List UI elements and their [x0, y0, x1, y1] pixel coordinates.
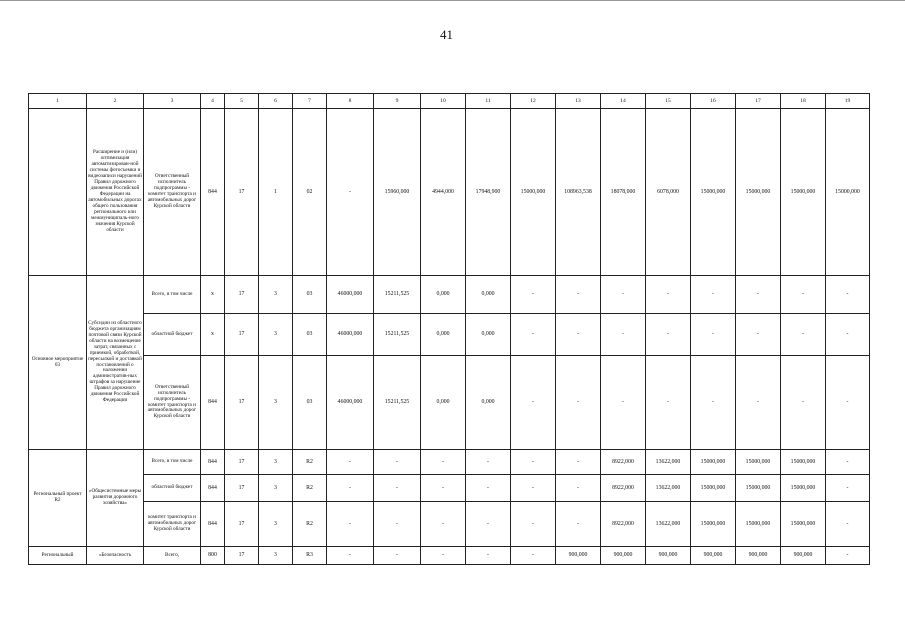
table-cell: 03 — [293, 276, 327, 314]
table-cell: 18078,000 — [601, 109, 646, 276]
table-cell: 17 — [225, 450, 259, 475]
table-cell: 900,000 — [646, 547, 691, 565]
table-cell: 46000,000 — [327, 314, 374, 356]
table-cell: - — [327, 475, 374, 502]
table-cell: 17 — [225, 356, 259, 450]
table-cell: 844 — [201, 475, 225, 502]
table-cell: 3 — [259, 450, 293, 475]
table-row — [29, 502, 870, 547]
header-cell: 4 — [201, 94, 225, 109]
table-cell: 17 — [225, 109, 259, 276]
funding-source-cell: Всего, — [144, 547, 201, 565]
table-row — [29, 547, 870, 565]
table-cell: 15000,000 — [781, 109, 826, 276]
table-cell: 8922,000 — [601, 450, 646, 475]
executor-cell: комитет транспорта и автомобильных дорог Курской области — [144, 502, 201, 547]
table-cell: - — [556, 276, 601, 314]
page-number: 41 — [440, 27, 453, 42]
table-cell: - — [601, 314, 646, 356]
table-cell: 03 — [293, 314, 327, 356]
table-cell: 15000,000 — [781, 502, 826, 547]
header-cell: 11 — [466, 94, 511, 109]
table-cell: - — [826, 475, 870, 502]
table-cell: - — [374, 502, 421, 547]
header-cell: 18 — [781, 94, 826, 109]
table-cell: 13622,000 — [646, 502, 691, 547]
table-cell: 844 — [201, 502, 225, 547]
table-cell: 03 — [293, 356, 327, 450]
table-cell: - — [374, 450, 421, 475]
table-cell: - — [511, 450, 556, 475]
table-cell: - — [466, 475, 511, 502]
funding-source-cell: Всего, в том числе — [144, 450, 201, 475]
table-cell: 8922,000 — [601, 502, 646, 547]
table-cell: - — [511, 475, 556, 502]
table-cell: - — [421, 475, 466, 502]
table-cell: 0,000 — [466, 276, 511, 314]
table-cell: 900,000 — [736, 547, 781, 565]
table-cell: - — [556, 475, 601, 502]
column-number-row — [29, 94, 870, 109]
header-cell: 14 — [601, 94, 646, 109]
table-cell: 15000,000 — [691, 475, 736, 502]
funding-source-cell: областной бюджет — [144, 314, 201, 356]
table-cell: - — [511, 314, 556, 356]
table-cell — [29, 109, 87, 276]
table-cell: - — [736, 276, 781, 314]
table-cell: - — [374, 475, 421, 502]
table-cell: - — [466, 502, 511, 547]
table-cell: 15960,000 — [374, 109, 421, 276]
header-cell: 7 — [293, 94, 327, 109]
table-cell: 17 — [225, 475, 259, 502]
table-cell: - — [781, 314, 826, 356]
table-cell: 15000,000 — [736, 450, 781, 475]
table-cell: R3 — [293, 547, 327, 565]
table-cell: 15000,000 — [781, 475, 826, 502]
table-row — [29, 356, 870, 450]
table-row — [29, 450, 870, 475]
table-cell: 0,000 — [421, 314, 466, 356]
table-cell: 0,000 — [466, 314, 511, 356]
header-cell: 19 — [826, 94, 870, 109]
table-cell: 1 — [259, 109, 293, 276]
header-cell: 17 — [736, 94, 781, 109]
table-cell: - — [327, 547, 374, 565]
table-cell: 15000,000 — [736, 109, 781, 276]
table-cell: 844 — [201, 109, 225, 276]
event-description: Расширение и (или) оптимизация автоматизирован-ной системы фотосъемки и видеозаписи нарушений Правил дорожного движения Российской Федерации на автомобильных дорогах общего пользования регионального или межмуниципаль-ного значения Курской области — [87, 109, 144, 276]
table-cell: - — [646, 314, 691, 356]
table-cell: 0,000 — [466, 356, 511, 450]
header-cell: 8 — [327, 94, 374, 109]
table-cell: - — [646, 356, 691, 450]
table-cell: - — [511, 276, 556, 314]
table-cell: - — [736, 314, 781, 356]
executor-cell: Ответственный исполнитель подпрограммы - комитет транспорта и автомобильных дорог Курской области — [144, 356, 201, 450]
table-cell: - — [421, 547, 466, 565]
header-cell: 1 — [29, 94, 87, 109]
event-description: Субсидии из областного бюджета организациям почтовой связи Курской области на возмещение затрат, связанных с приемкой, обработкой, пересылкой и доставкой постановлений о наложении административ-ных штрафов за нарушение Правил дорожного движения Российской Федерации — [87, 276, 144, 450]
table-cell: - — [646, 276, 691, 314]
table-cell: - — [556, 450, 601, 475]
table-cell: - — [691, 356, 736, 450]
table-cell: 3 — [259, 276, 293, 314]
table-cell: - — [466, 547, 511, 565]
table-cell: 844 — [201, 450, 225, 475]
header-cell: 5 — [225, 94, 259, 109]
table-cell: - — [374, 547, 421, 565]
table-cell: 46000,000 — [327, 276, 374, 314]
table-cell: 3 — [259, 356, 293, 450]
table-cell: R2 — [293, 450, 327, 475]
table-cell: - — [511, 502, 556, 547]
table-cell: - — [466, 450, 511, 475]
table-cell: - — [826, 314, 870, 356]
table-cell: 15000,000 — [736, 475, 781, 502]
table-cell: - — [826, 450, 870, 475]
table-cell: - — [327, 109, 374, 276]
table-cell: 02 — [293, 109, 327, 276]
header-cell: 12 — [511, 94, 556, 109]
table-cell: - — [781, 276, 826, 314]
table-cell: 15211,525 — [374, 356, 421, 450]
table-cell: 15000,000 — [736, 502, 781, 547]
table-cell: 8922,000 — [601, 475, 646, 502]
header-cell: 6 — [259, 94, 293, 109]
table-cell: 15000,000 — [691, 450, 736, 475]
table-cell: - — [421, 502, 466, 547]
table-cell: 6078,000 — [646, 109, 691, 276]
table-cell: 900,000 — [601, 547, 646, 565]
table-row — [29, 109, 870, 276]
table-cell: х — [201, 276, 225, 314]
header-cell: 2 — [87, 94, 144, 109]
table-cell: - — [691, 276, 736, 314]
table-cell: 15211,525 — [374, 276, 421, 314]
table-cell: - — [781, 356, 826, 450]
event-description: «Безопасность — [87, 547, 144, 565]
header-cell: 13 — [556, 94, 601, 109]
table-cell: 15000,000 — [781, 450, 826, 475]
table-cell: - — [556, 356, 601, 450]
funding-source-cell: Всего, в том числе — [144, 276, 201, 314]
table-cell: - — [421, 450, 466, 475]
event-type-cell: Региональный — [29, 547, 87, 565]
executor-cell: Ответственный исполнитель подпрограммы - комитет транспорта и автомобильных дорог Курской области — [144, 109, 201, 276]
table-cell: 17948,900 — [466, 109, 511, 276]
table-cell: - — [327, 502, 374, 547]
table-row — [29, 276, 870, 314]
header-cell: 15 — [646, 94, 691, 109]
table-cell: 15000,000 — [691, 502, 736, 547]
table-cell: 13622,000 — [646, 475, 691, 502]
table-cell: 13622,000 — [646, 450, 691, 475]
table-cell: 900,000 — [691, 547, 736, 565]
table-cell: 3 — [259, 475, 293, 502]
table-cell: 4944,000 — [421, 109, 466, 276]
table-cell: 800 — [201, 547, 225, 565]
table-cell: 17 — [225, 314, 259, 356]
table-cell: - — [826, 502, 870, 547]
top-border-line — [0, 0, 905, 1]
table-cell: х — [201, 314, 225, 356]
table-cell: - — [601, 276, 646, 314]
budget-table — [28, 93, 870, 565]
table-cell: R2 — [293, 502, 327, 547]
table-row — [29, 314, 870, 356]
table-cell: 3 — [259, 547, 293, 565]
table-cell: - — [556, 314, 601, 356]
table-cell: 900,000 — [781, 547, 826, 565]
table-cell: - — [691, 314, 736, 356]
table-cell: - — [601, 356, 646, 450]
header-cell: 16 — [691, 94, 736, 109]
header-cell: 10 — [421, 94, 466, 109]
event-type-cell: Региональный проект R2 — [29, 450, 87, 547]
table-cell: 17 — [225, 502, 259, 547]
table-row — [29, 475, 870, 502]
table-cell: - — [736, 356, 781, 450]
table-cell: 900,000 — [556, 547, 601, 565]
table-cell: 15000,000 — [691, 109, 736, 276]
table-cell: 15211,525 — [374, 314, 421, 356]
table-cell: 15000,000 — [826, 109, 870, 276]
table-cell: 844 — [201, 356, 225, 450]
table-cell: 0,000 — [421, 356, 466, 450]
table-cell: 3 — [259, 314, 293, 356]
table-cell: R2 — [293, 475, 327, 502]
table-cell: 0,000 — [421, 276, 466, 314]
table-cell: 46000,000 — [327, 356, 374, 450]
event-type-cell: Основное мероприятие 03 — [29, 276, 87, 450]
table-cell: 3 — [259, 502, 293, 547]
table-cell: - — [327, 450, 374, 475]
header-cell: 9 — [374, 94, 421, 109]
table-cell: 15000,000 — [511, 109, 556, 276]
event-description: «Общесистемные меры развития дорожного хозяйства» — [87, 450, 144, 547]
table-cell: - — [826, 276, 870, 314]
table-cell: 17 — [225, 547, 259, 565]
table-cell: 108963,538 — [556, 109, 601, 276]
table-cell: - — [511, 547, 556, 565]
table-cell: - — [826, 356, 870, 450]
table-cell: 17 — [225, 276, 259, 314]
table-cell: - — [511, 356, 556, 450]
funding-source-cell: областной бюджет — [144, 475, 201, 502]
header-cell: 3 — [144, 94, 201, 109]
table-cell: - — [556, 502, 601, 547]
table-cell: - — [826, 547, 870, 565]
